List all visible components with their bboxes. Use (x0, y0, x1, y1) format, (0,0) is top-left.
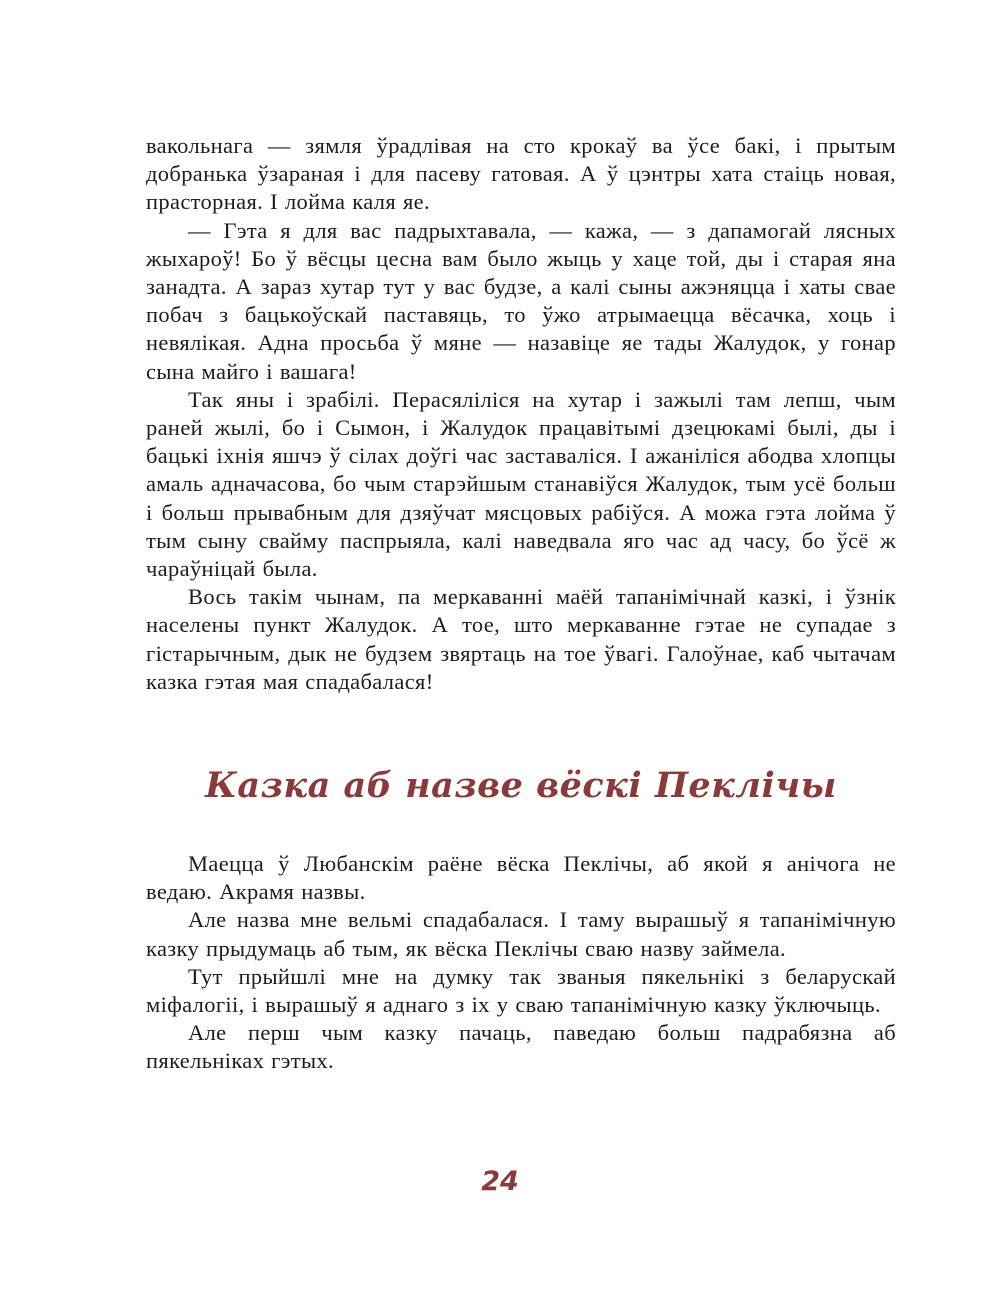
new-tale-section (146, 850, 896, 1076)
paragraph-intro: Маецца ў Любанскім раёне вёска Пеклічы, аб якой я анічога не ведаю. Акрамя назвы. (146, 851, 896, 905)
paragraph-name-liking: Але назва мне вельмі спадабалася. І таму вырашыў я тапанімічную казку прыдумаць аб тым, як вёска Пеклічы сваю назву займела. (146, 907, 896, 961)
paragraph-conclusion: Вось такім чынам, па меркаванні маёй тапанімічнай казкі, і ўзнік населены пункт Жалудок. А тое, што меркаванне гэтае не супадае з гістарычным, дык не будзем звяртаць на тое ўвагі. Галоўнае, каб чытачам казка гэтая мая спадабалася! (146, 584, 896, 694)
story-ending-section (146, 132, 896, 696)
paragraph-preface: Але перш чым казку пачаць, паведаю больш падрабязна аб пякельніках гэтых. (146, 1020, 896, 1074)
paragraph-dialogue: — Гэта я для вас падрыхтавала, — кажа, — з дапамогай лясных жыхароў! Бо ў вёсцы цесна вам было жыць у хаце той, ды і старая яна занадта. А зараз хутар тут у вас будзе, а калі сыны ажэняцца і хаты свае побач з бацькоўскай паставяць, то ўжо атрымаецца вёсачка, хоць і невялікая. Адна просьба ў мяне — назавіце яе тады Жалудок, у гонар сына майго і вашага! (146, 217, 896, 384)
book-page (146, 132, 896, 1076)
page-number: 24 (481, 1166, 519, 1197)
paragraph-mythology: Тут прыйшлі мне на думку так званыя пякельнікі з беларускай міфалогіі, і вырашыў я аднаго з іх у сваю тапанімічную казку ўключыць. (146, 963, 896, 1018)
chapter-title: Казка аб назве вёскі Пеклічы (205, 765, 837, 807)
paragraph-continuation: вакольнага — зямля ўрадлівая на сто крокаў ва ўсе бакі, і прытым добранька ўзараная і для пасеву гатовая. А ў цэнтры хата стаіць новая, прасторная. І лойма каля яе. (146, 133, 896, 215)
paragraph-resettlement: Так яны і зрабілі. Перасяліліся на хутар і зажылі там лепш, чым раней жылі, бо і Сымон, і Жалудок працавітымі дзецюкамі былі, ды і бацькі іхнія яшчэ ў сілах доўгі час заставаліся. І ажаніліся абодва хлопцы амаль адначасова, бо чым старэйшым станавіўся Жалудок, тым усё больш і больш прывабным для дзяўчат мясцовых рабіўся. А можа гэта лойма ў тым сыну свайму паспрыяла, калі наведвала яго час ад часу, бо ўсё ж чараўніцай была. (146, 386, 896, 582)
